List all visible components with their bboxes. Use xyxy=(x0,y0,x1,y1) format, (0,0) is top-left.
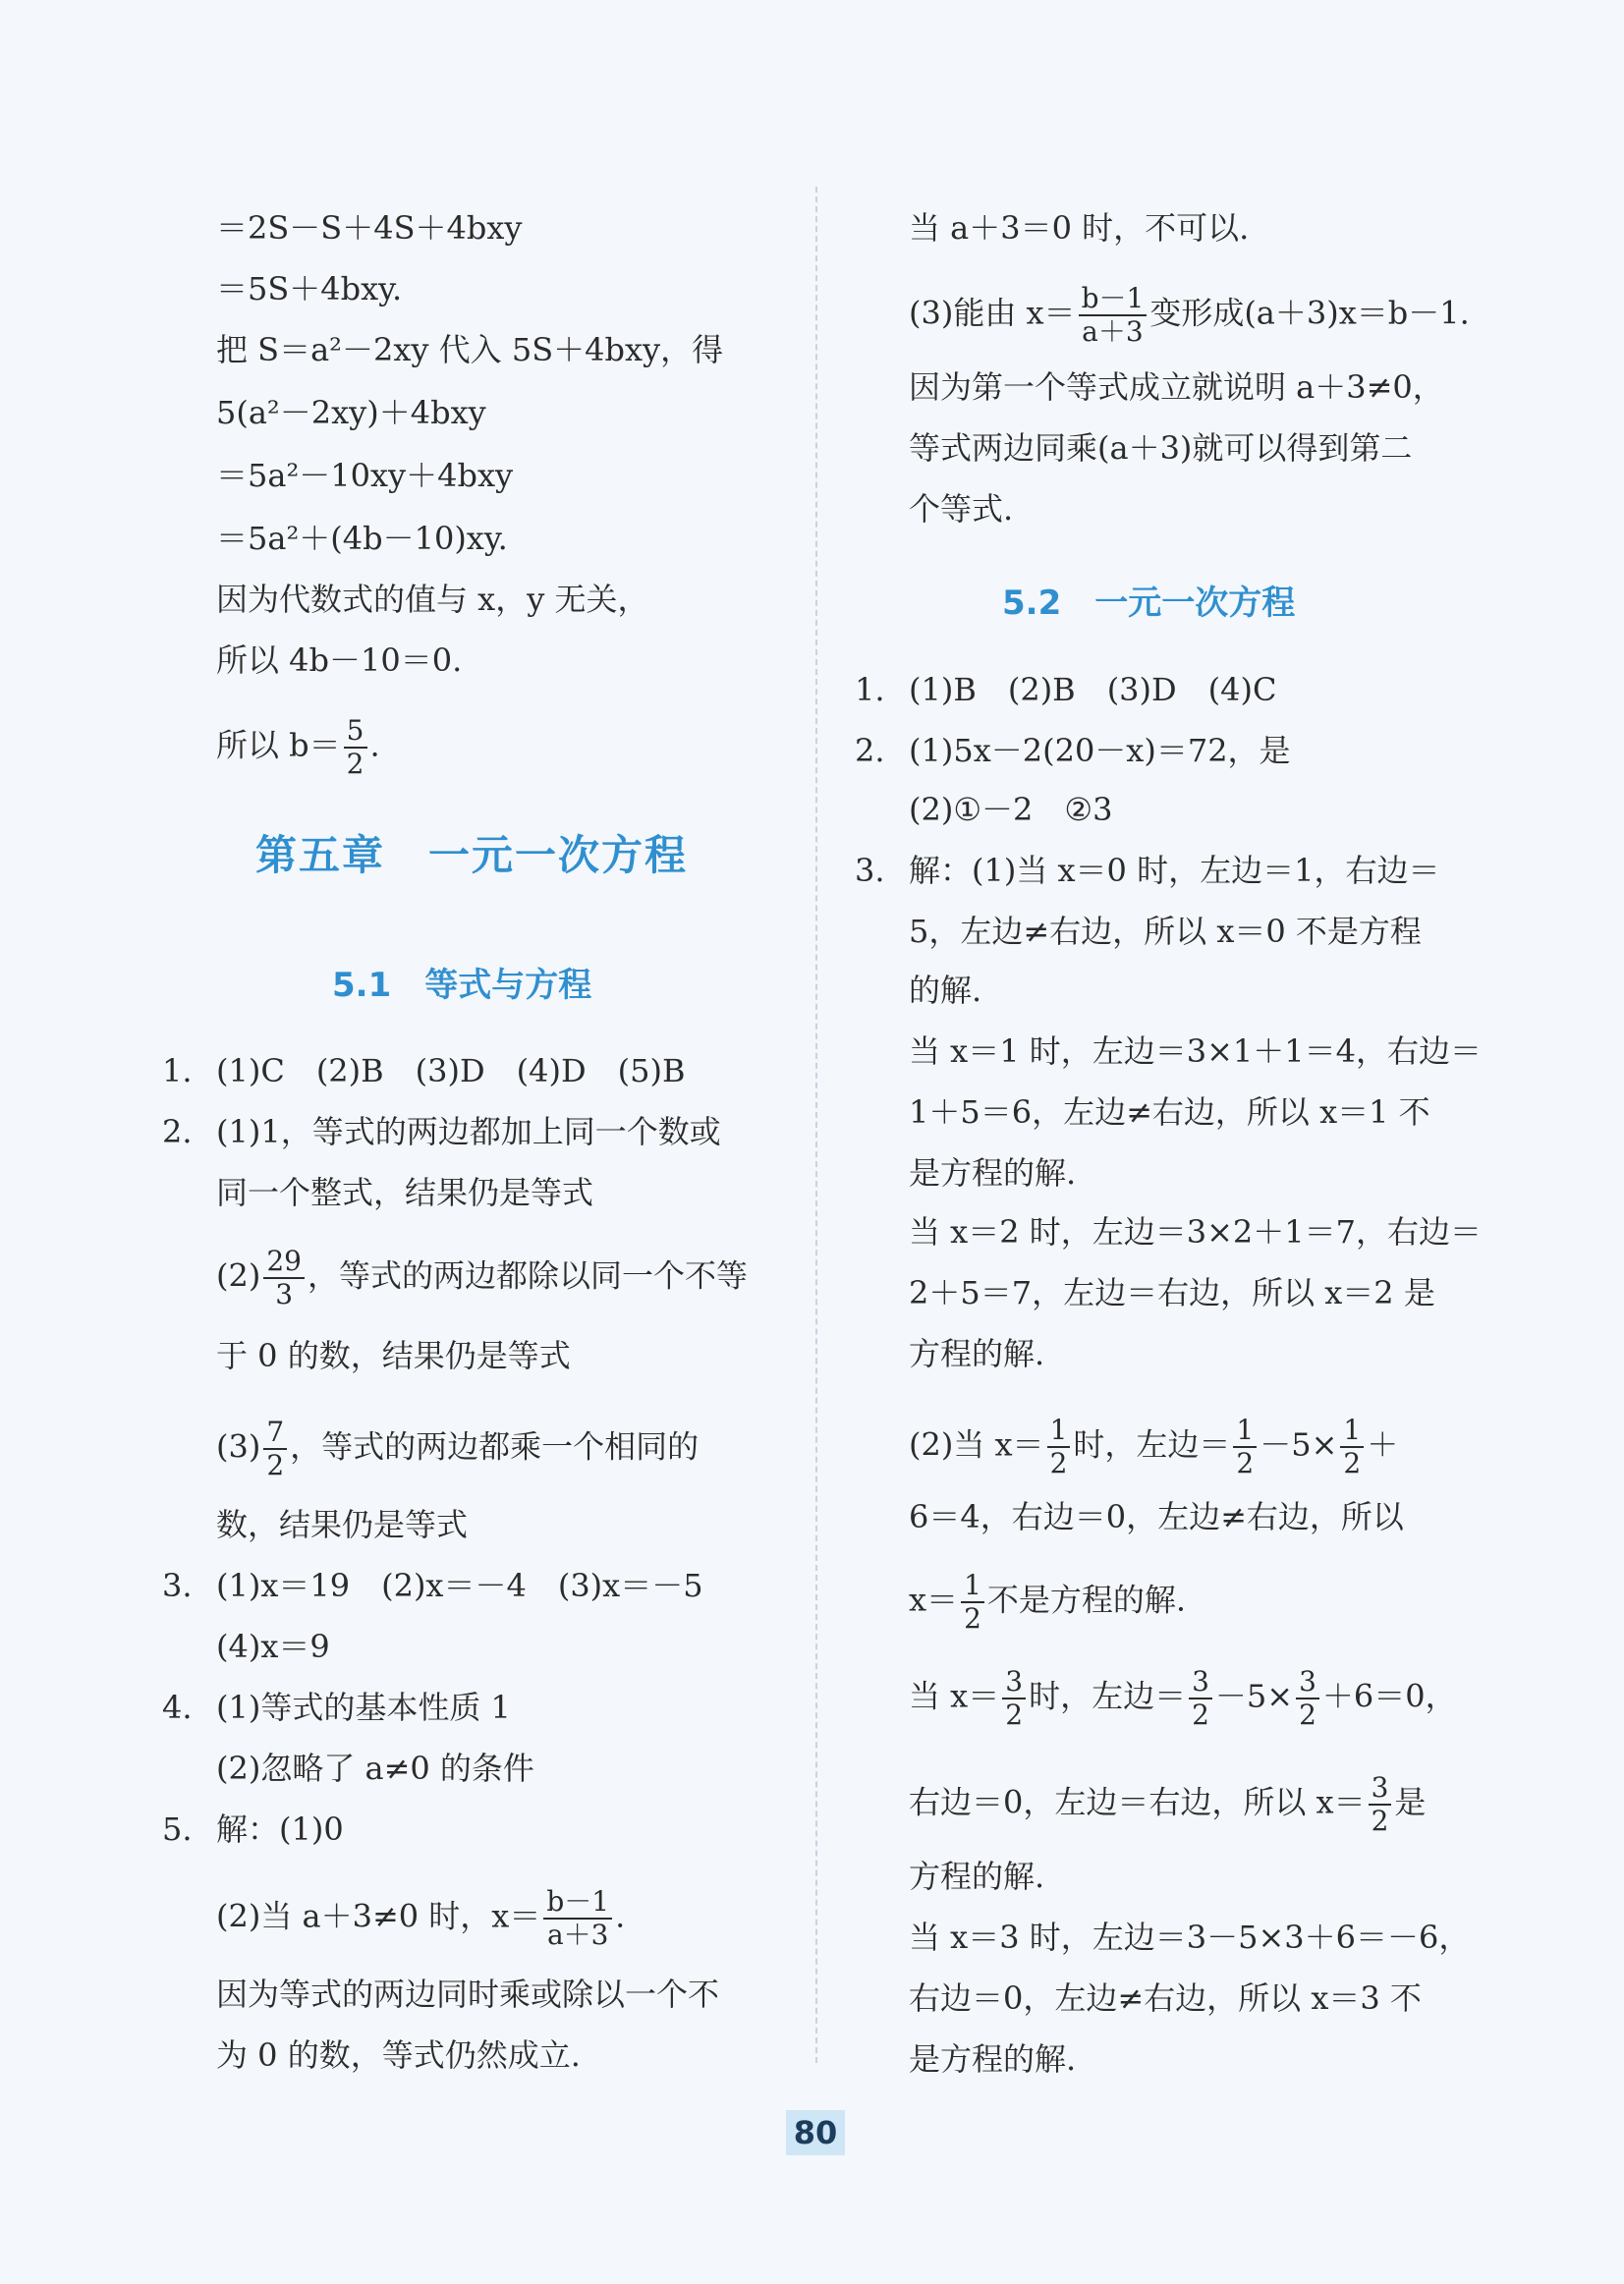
text-line: 1＋5＝6，左边≠右边，所以 x＝1 不 xyxy=(909,1093,1430,1131)
text-line: 因为第一个等式成立就说明 a＋3≠0， xyxy=(909,368,1444,406)
fraction: $\frac{1}{2}$ xyxy=(1340,1415,1364,1479)
p2-line3: x＝ $\frac{1}{2}$ 不是方程的解. xyxy=(909,1569,1187,1635)
q5-2: (2)当 a＋3≠0 时，x＝ $\frac{b-1}{a+3}$ . xyxy=(216,1885,626,1951)
text-line: (4)x＝9 xyxy=(216,1628,330,1665)
text-line: 当 x＝2 时，左边＝3×2＋1＝7，右边＝ xyxy=(909,1213,1483,1251)
textbook-page: ＝2S－S＋4S＋4bxy ＝5S＋4bxy. 把 S＝a²－2xy 代入 5S＋4bxy，得 5(a²－2xy)＋4bxy ＝5a²－10xy＋4bxy ＝5a²＋(4b－10)xy. 因为代数式的值与 x，y 无关， 所以 4b－10＝0. 所以 b＝ $\frac{5}{2}$ . 第五章 一元一次方程 5.1 等式与方程 1. (1)C (2)B (3)D (4)D (5)B 2. (1)1，等式的两边都加上同一个数或 同一个整式，结果仍是等式 (2) $\frac{29}{3}$ ，等式的两边都除以同一个不等 于 0 的数，结果仍是等式 (3) $\frac{7}{2}$ ，等式的两边都乘一个相同的 数，结果仍是等式 3. (1)x＝19 (2)x＝－4 (3)x＝－5 (4)x＝9 4. (1)等式的基本性质 1 (2)忽略了 a≠0 的条件 5. 解：(1)0 (2)当 a＋3≠0 时，x＝ $\frac{b-1}{a+3}$ . 因为等式的两边同时乘或除以一个不 为 0 的数，等式仍然成立. 当 a＋3＝0 时，不可以. (3)能由 x＝ $\frac{b-1}{a+3}$ 变形成(a＋3)x＝b－1. 因为第一个等式成立就说明 a＋3≠0， 等式两边同乘(a＋3)就可以得到第二 个等式. 5.2 一元一次方程 1. (1)B (2)B (3)D (4)C 2. (1)5x－2(20－x)＝72，是 (2)①－2 ②3 3. 解：(1)当 x＝0 时，左边＝1，右边＝ 5，左边≠右边，所以 x＝0 不是方程 的解. 当 x＝1 时，左边＝3×1＋1＝4，右边＝ 1＋5＝6，左边≠右边，所以 x＝1 不 是方程的解. 当 x＝2 时，左边＝3×2＋1＝7，右边＝ 2＋5＝7，左边＝右边，所以 x＝2 是 方程的解. (2)当 x＝ $\frac{1}{2}$ 时，左边＝ $\frac{1}{2}$ －5× $\frac{1}{2}$ ＋ 6＝4，右边＝0，左边≠右边，所以 x＝ $\frac{1}{2}$ 不是方程的解. 当 x＝ $\frac{3}{2}$ 时，左边＝ $\frac{3}{2}$ －5× $\frac{3}{2}$ ＋6＝0， 右边＝0，左边＝右边，所以 x＝ $\frac{3}{2}$ 是 方程的解. 当 x＝3 时，左边＝3－5×3＋6＝－6， 右边＝0，左边≠右边，所以 x＝3 不 是方程的解. 80 xyxy=(0,0,1624,2284)
b-result: 所以 b＝ $\frac{5}{2}$ . xyxy=(216,714,380,780)
text-line: (2)①－2 ②3 xyxy=(909,791,1113,828)
fraction: $\frac{b-1}{a+3}$ xyxy=(543,1886,612,1951)
fraction: $\frac{b-1}{a+3}$ xyxy=(1079,283,1148,348)
text-line: ＝5a²－10xy＋4bxy xyxy=(216,457,514,494)
text-line: 是方程的解. xyxy=(909,2040,1077,2078)
p3-line2: 右边＝0，左边＝右边，所以 x＝ $\frac{3}{2}$ 是 xyxy=(909,1771,1427,1837)
text-line: 把 S＝a²－2xy 代入 5S＋4bxy，得 xyxy=(216,331,724,368)
fraction: $\frac{3}{2}$ xyxy=(1296,1666,1319,1731)
fraction: $\frac{5}{2}$ xyxy=(344,715,367,780)
text-line: 同一个整式，结果仍是等式 xyxy=(216,1174,594,1211)
text-line: 所以 4b－10＝0. xyxy=(216,641,463,679)
text-line: 是方程的解. xyxy=(909,1154,1077,1192)
section-title-5-2: 5.2 一元一次方程 xyxy=(1002,584,1296,623)
chapter-title: 第五章 一元一次方程 xyxy=(255,831,689,879)
text-line: 6＝4，右边＝0，左边≠右边，所以 xyxy=(909,1498,1404,1535)
fraction: $\frac{3}{2}$ xyxy=(1002,1666,1026,1731)
text-line: 于 0 的数，结果仍是等式 xyxy=(216,1337,571,1374)
p2-line1: (2)当 x＝ $\frac{1}{2}$ 时，左边＝ $\frac{1}{2}$ －5× $\frac{1}{2}$ ＋ xyxy=(909,1414,1399,1479)
text-line: 2＋5＝7，左边＝右边，所以 x＝2 是 xyxy=(909,1274,1435,1311)
text-line: 当 x＝1 时，左边＝3×1＋1＝4，右边＝ xyxy=(909,1032,1483,1070)
text-line: ＝2S－S＋4S＋4bxy xyxy=(216,209,523,247)
q2-c: (3) $\frac{7}{2}$ ，等式的两边都乘一个相同的 xyxy=(216,1416,700,1481)
fraction: $\frac{3}{2}$ xyxy=(1369,1772,1392,1837)
page-number: 80 xyxy=(786,2110,845,2155)
text-line: ＝5a²＋(4b－10)xy. xyxy=(216,520,508,557)
text-line: 的解. xyxy=(909,972,982,1009)
text-line: 5，左边≠右边，所以 x＝0 不是方程 xyxy=(909,913,1422,950)
fraction: $\frac{3}{2}$ xyxy=(1189,1666,1212,1731)
q2-b: (2) $\frac{29}{3}$ ，等式的两边都除以同一个不等 xyxy=(216,1245,748,1310)
text-line: (2)忽略了 a≠0 的条件 xyxy=(216,1750,534,1787)
column-divider xyxy=(815,187,817,2063)
text-line: 右边＝0，左边≠右边，所以 x＝3 不 xyxy=(909,1979,1422,2017)
fraction: $\frac{7}{2}$ xyxy=(263,1417,287,1481)
text-line: 当 a＋3＝0 时，不可以. xyxy=(909,209,1250,247)
fraction: $\frac{1}{2}$ xyxy=(1233,1415,1257,1479)
text-line: 方程的解. xyxy=(909,1335,1045,1372)
text-line: 方程的解. xyxy=(909,1858,1045,1895)
fraction: $\frac{1}{2}$ xyxy=(1047,1415,1071,1479)
fraction: $\frac{29}{3}$ xyxy=(263,1246,305,1310)
text-line: ＝5S＋4bxy. xyxy=(216,270,403,307)
r2: (3)能由 x＝ $\frac{b-1}{a+3}$ 变形成(a＋3)x＝b－1. xyxy=(909,282,1470,348)
text-line: 因为等式的两边同时乘或除以一个不 xyxy=(216,1976,720,2013)
text-line: 当 x＝3 时，左边＝3－5×3＋6＝－6， xyxy=(909,1919,1471,1956)
section-title-5-1: 5.1 等式与方程 xyxy=(332,966,592,1005)
text-line: 等式两边同乘(a＋3)就可以得到第二 xyxy=(909,429,1413,467)
text-line: 5(a²－2xy)＋4bxy xyxy=(216,394,486,431)
fraction: $\frac{1}{2}$ xyxy=(961,1570,984,1635)
text-line: 为 0 的数，等式仍然成立. xyxy=(216,2036,581,2074)
text-line: 因为代数式的值与 x，y 无关， xyxy=(216,581,649,618)
text-line: 个等式. xyxy=(909,490,1014,528)
p3-line1: 当 x＝ $\frac{3}{2}$ 时，左边＝ $\frac{3}{2}$ －5× $\frac{3}{2}$ ＋6＝0， xyxy=(909,1665,1457,1731)
text-line: 数，结果仍是等式 xyxy=(216,1506,469,1543)
